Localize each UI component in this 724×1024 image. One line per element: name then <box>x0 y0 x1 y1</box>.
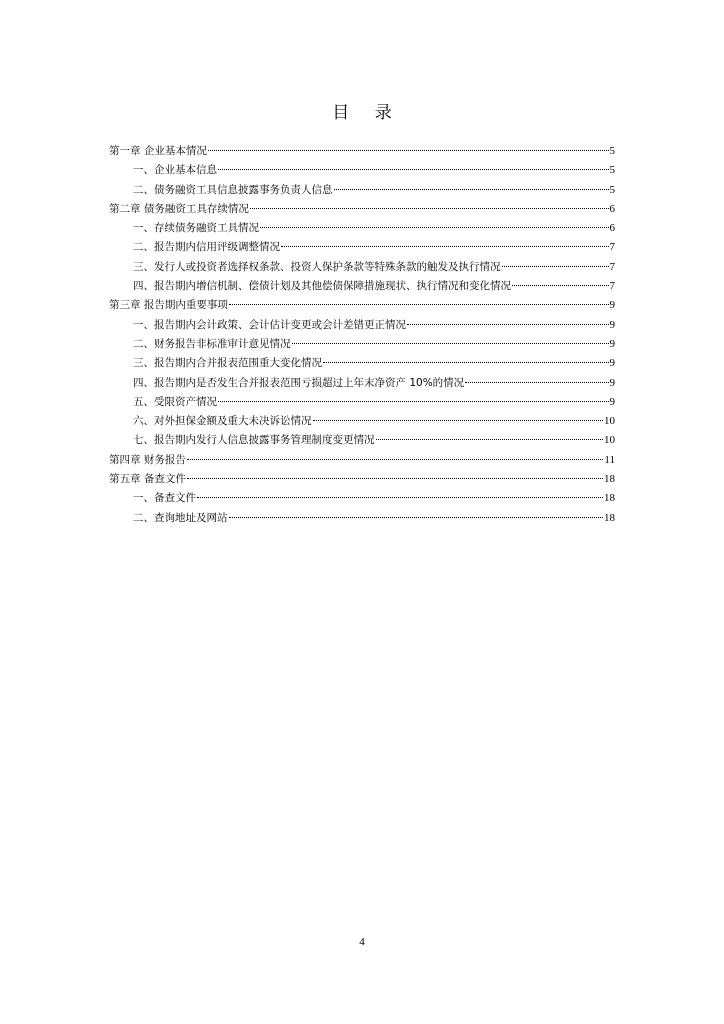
toc-entry-text: 一、报告期内会计政策、会计估计变更或会计差错更正情况 <box>133 318 406 331</box>
toc-dot-leader <box>218 401 609 402</box>
toc-entry-page: 18 <box>604 492 615 505</box>
toc-entry-text: 二、财务报告非标准审计意见情况 <box>133 337 291 350</box>
toc-entry-text: 第五章 备查文件 <box>109 473 186 486</box>
toc-entry-page: 7 <box>609 241 615 254</box>
toc-entry-page: 6 <box>609 202 615 215</box>
toc-entry-page: 9 <box>609 299 615 312</box>
toc-entry-page: 9 <box>609 318 615 331</box>
toc-entry-text: 一、备查文件 <box>133 492 196 505</box>
toc-dot-leader <box>250 208 609 209</box>
toc-section-entry[interactable] <box>109 374 615 393</box>
toc-dot-leader <box>208 150 609 151</box>
toc-dot-leader <box>218 169 609 170</box>
toc-section-entry[interactable] <box>109 509 615 528</box>
toc-section-entry[interactable] <box>109 335 615 354</box>
toc-entry-page: 6 <box>609 222 615 235</box>
toc-entry-page: 5 <box>609 164 615 177</box>
toc-dot-leader <box>407 324 609 325</box>
toc-chapter-entry[interactable] <box>109 451 615 470</box>
toc-entry-text: 七、报告期内发行人信息披露事务管理制度变更情况 <box>133 434 375 447</box>
toc-dot-leader <box>376 439 604 440</box>
toc-entry-text: 第二章 债务融资工具存续情况 <box>109 202 249 215</box>
toc-section-entry[interactable] <box>109 393 615 412</box>
page-title: 目 录 <box>332 103 402 123</box>
toc-entry-page: 7 <box>609 260 615 273</box>
toc-dot-leader <box>502 266 609 267</box>
toc-section-entry[interactable] <box>109 489 615 508</box>
toc-entry-page: 9 <box>609 357 615 370</box>
toc-entry-page: 9 <box>609 395 615 408</box>
toc-entry-text: 第三章 报告期内重要事项 <box>109 299 228 312</box>
toc-section-entry[interactable] <box>109 238 615 257</box>
page-number: 4 <box>359 936 365 948</box>
toc-section-entry[interactable] <box>109 354 615 373</box>
toc-entry-text: 四、报告期内增信机制、偿债计划及其他偿债保障措施现状、执行情况和变化情况 <box>133 280 511 293</box>
toc-section-entry[interactable] <box>109 181 615 200</box>
toc-section-entry[interactable] <box>109 412 615 431</box>
toc-section-entry[interactable] <box>109 316 615 335</box>
toc-entry-text: 五、受限资产情况 <box>133 395 217 408</box>
toc-section-entry[interactable] <box>109 161 615 180</box>
toc-section-entry[interactable] <box>109 431 615 450</box>
toc-entry-page: 18 <box>604 511 615 524</box>
toc-entry-page: 9 <box>609 376 615 389</box>
toc-entry-page: 11 <box>604 453 615 466</box>
toc-entry-text: 三、报告期内合并报表范围重大变化情况 <box>133 357 322 370</box>
toc-entry-text: 一、企业基本信息 <box>133 164 217 177</box>
toc-entry-page: 18 <box>604 473 615 486</box>
toc-section-entry[interactable] <box>109 277 615 296</box>
toc-dot-leader <box>229 517 604 518</box>
toc-entry-page: 5 <box>609 145 615 157</box>
toc-entry-text: 三、发行人或投资者选择权条款、投资人保护条款等特殊条款的触发及执行情况 <box>133 260 501 273</box>
toc-dot-leader <box>260 227 609 228</box>
toc-chapter-entry[interactable] <box>109 296 615 315</box>
toc-entry-text: 六、对外担保金额及重大未决诉讼情况 <box>133 415 312 428</box>
toc-entry-page: 7 <box>609 280 615 293</box>
toc-dot-leader <box>281 246 609 247</box>
toc-entry-text: 一、存续债务融资工具情况 <box>133 222 259 235</box>
toc-dot-leader <box>334 189 609 190</box>
toc-section-entry[interactable] <box>109 258 615 277</box>
toc-dot-leader <box>512 285 609 286</box>
toc-entry-page: 10 <box>604 434 615 447</box>
toc-chapter-entry[interactable] <box>109 470 615 489</box>
toc-entry-text: 四、报告期内是否发生合并报表范围亏损超过上年末净资产 10%的情况 <box>133 376 465 389</box>
toc-entry-page: 9 <box>609 337 615 350</box>
toc-dot-leader <box>187 478 603 479</box>
toc-entry-text: 二、债务融资工具信息披露事务负责人信息 <box>133 183 333 196</box>
toc-entry-text: 二、报告期内信用评级调整情况 <box>133 241 280 254</box>
toc-section-entry[interactable] <box>109 219 615 238</box>
toc-entry-text: 第四章 财务报告 <box>109 453 186 466</box>
toc-dot-leader <box>292 343 609 344</box>
toc-chapter-entry[interactable] <box>109 142 615 161</box>
toc-dot-leader <box>323 362 609 363</box>
toc-entry-text: 二、查询地址及网站 <box>133 511 228 524</box>
toc-dot-leader <box>197 497 603 498</box>
toc-entry-page: 5 <box>609 183 615 196</box>
toc-dot-leader <box>229 304 609 305</box>
toc-dot-leader <box>313 420 604 421</box>
toc-entry-page: 10 <box>604 415 615 428</box>
toc-dot-leader <box>465 382 608 383</box>
toc-chapter-entry[interactable] <box>109 200 615 219</box>
toc-entry-text: 第一章 企业基本情况 <box>109 145 207 157</box>
table-of-contents <box>109 142 615 528</box>
toc-dot-leader <box>187 459 604 460</box>
